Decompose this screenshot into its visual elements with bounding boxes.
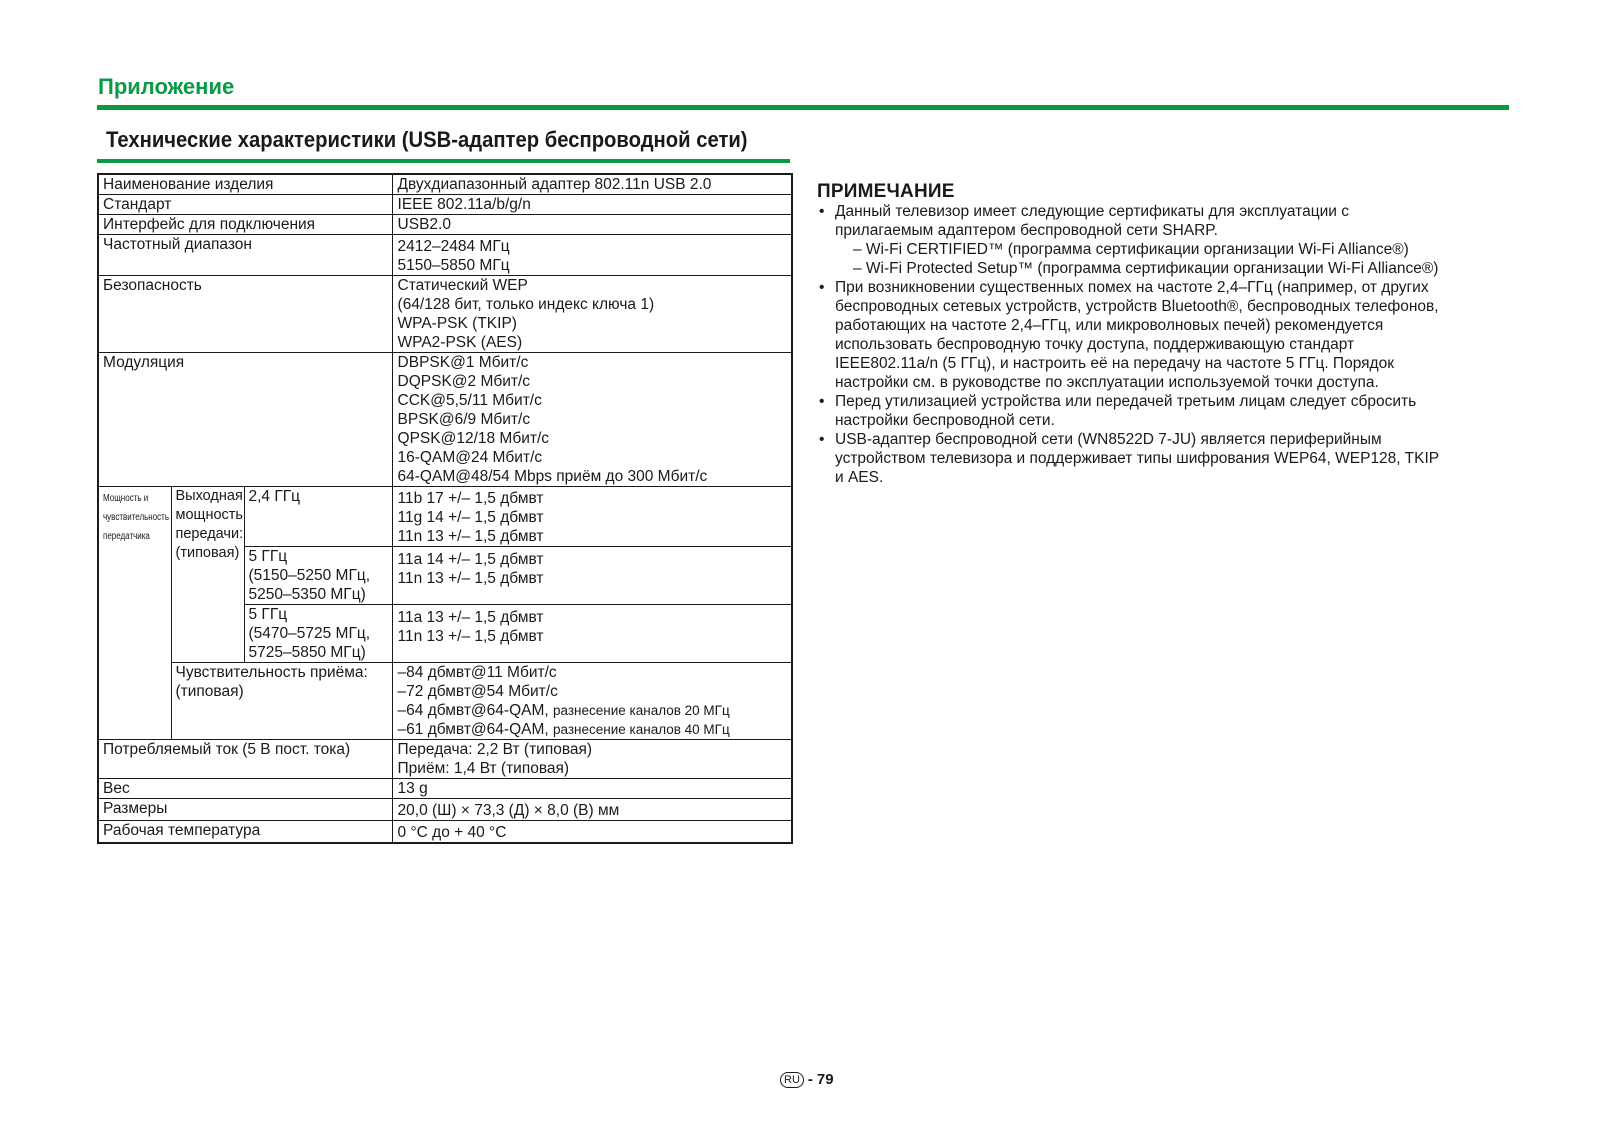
- value-line: WPA-PSK (TKIP): [397, 315, 517, 332]
- page-title: Технические характеристики (USB-адаптер беспроводной сети): [106, 127, 748, 152]
- value-line: 16-QAM@24 Мбит/с: [397, 449, 543, 466]
- value-line: (64/128 бит, только индекс ключа 1): [397, 296, 655, 313]
- value-line: 11a 13 +/– 1,5 дбмвт: [397, 609, 544, 626]
- spec-value: Двухдиапазонный адаптер 802.11n USB 2.0: [392, 174, 792, 195]
- spec-label: Стандарт: [98, 195, 392, 215]
- note-line: USB-адаптер беспроводной сети (WN8522D 7-JU) является периферийным: [835, 431, 1382, 448]
- value-line: 11n 13 +/– 1,5 дбмвт: [397, 628, 544, 645]
- value-line: Статический WEP: [397, 277, 528, 294]
- label-line: (5150–5250 МГц,: [248, 567, 371, 584]
- band-label: [244, 547, 392, 605]
- value-line: [398, 720, 787, 739]
- row-temperature: [98, 821, 792, 844]
- spec-label: Интерфейс для подключения: [98, 215, 392, 235]
- label-line: передачи:: [175, 526, 244, 542]
- heading-divider: [97, 159, 790, 163]
- value-note: разнесение каналов 40 МГц: [553, 722, 730, 737]
- page-footer: [780, 1071, 834, 1088]
- value-line: 11n 13 +/– 1,5 дбмвт: [397, 528, 544, 545]
- note-line: устройством телевизора и поддерживает типы шифрования WEP64, WEP128, TKIP: [835, 450, 1440, 467]
- note-line: прилагаемым адаптером беспроводной сети SHARP.: [835, 222, 1218, 239]
- spec-value: [392, 353, 792, 487]
- label-line: 5 ГГц: [248, 606, 288, 623]
- label-line: 5 ГГц: [248, 548, 288, 565]
- spec-value: USB2.0: [392, 215, 792, 235]
- spec-table: [97, 173, 793, 844]
- band-label: 2,4 ГГц: [244, 487, 392, 547]
- note-item: [817, 430, 1517, 487]
- value-line: 64-QAM@48/54 Mbps приём до 300 Мбит/с: [397, 468, 708, 485]
- section-title: Приложение: [98, 74, 235, 99]
- row-dimensions: [98, 799, 792, 821]
- value-main: –64 дбмвт@64-QAM,: [397, 702, 553, 719]
- spec-value: [392, 547, 792, 605]
- note-line: работающих на частоте 2,4–ГГц, или микроволновых печей) рекомендуется: [835, 317, 1384, 334]
- row-interface: [98, 215, 792, 235]
- spec-label: Наименование изделия: [98, 174, 392, 195]
- sensitivity-label: [171, 663, 392, 740]
- row-band-24: [98, 487, 792, 547]
- bullet-icon: •: [819, 431, 825, 448]
- value-line: –84 дбмвт@11 Мбит/с: [397, 664, 557, 681]
- value-line: WPA2-PSK (AES): [397, 334, 523, 351]
- label-line: передатчика: [103, 531, 150, 542]
- note-subitem: – Wi-Fi CERTIFIED™ (программа сертификации организации Wi-Fi Alliance®): [853, 241, 1409, 258]
- value-line: 11n 13 +/– 1,5 дбмвт: [397, 570, 544, 587]
- page-number: 79: [816, 1071, 834, 1088]
- row-standard: [98, 195, 792, 215]
- note-line: настройки см. в руководстве по эксплуатации используемой точки доступа.: [835, 374, 1379, 391]
- bullet-icon: •: [819, 393, 825, 410]
- value-line: 11g 14 +/– 1,5 дбмвт: [397, 509, 544, 526]
- note-subitem: – Wi-Fi Protected Setup™ (программа сертификации организации Wi-Fi Alliance®): [853, 260, 1439, 277]
- footer-separator: -: [807, 1071, 813, 1088]
- row-frequency: [98, 235, 792, 276]
- value-main: –61 дбмвт@64-QAM,: [397, 721, 553, 738]
- output-power-label: [171, 487, 244, 663]
- value-line: 11b 17 +/– 1,5 дбмвт: [397, 490, 544, 507]
- spec-value: [392, 740, 792, 779]
- language-badge: RU: [780, 1072, 804, 1088]
- value-line: 2412–2484 МГц: [397, 238, 510, 255]
- row-sensitivity: [98, 663, 792, 740]
- row-product-name: [98, 174, 792, 195]
- spec-label: Безопасность: [98, 276, 392, 353]
- label-line: мощность: [175, 507, 243, 523]
- value-line: BPSK@6/9 Мбит/с: [397, 411, 531, 428]
- note-title: ПРИМЕЧАНИЕ: [817, 181, 955, 202]
- note-line: Перед утилизацией устройства или передачей третьим лицам следует сбросить: [835, 393, 1417, 410]
- spec-label: Вес: [98, 779, 392, 799]
- value-line: CCK@5,5/11 Мбит/с: [397, 392, 542, 409]
- spec-value: 0 °C до + 40 °C: [392, 821, 792, 844]
- bullet-icon: •: [819, 203, 825, 220]
- value-line: DBPSK@1 Мбит/с: [397, 354, 529, 371]
- spec-label: Рабочая температура: [98, 821, 392, 844]
- spec-value: [392, 276, 792, 353]
- label-line: чувствительность: [103, 512, 170, 523]
- note-line: При возникновении существенных помех на частоте 2,4–ГГц (например, от других: [835, 279, 1429, 296]
- spec-value: 20,0 (Ш) × 73,3 (Д) × 8,0 (В) мм: [392, 799, 792, 821]
- spec-label: Размеры: [98, 799, 392, 821]
- band-label: [244, 605, 392, 663]
- note-line: настройки беспроводной сети.: [835, 412, 1055, 429]
- value-line: Передача: 2,2 Вт (типовая): [397, 741, 593, 758]
- section-divider: [97, 105, 1509, 110]
- label-line: 5250–5350 МГц): [248, 586, 366, 603]
- spec-value: [392, 663, 792, 740]
- row-modulation: [98, 353, 792, 487]
- note-item: [817, 278, 1517, 392]
- value-line: DQPSK@2 Мбит/с: [397, 373, 531, 390]
- note-line: Данный телевизор имеет следующие сертификаты для эксплуатации с: [835, 203, 1349, 220]
- value-line: 5150–5850 МГц: [397, 257, 510, 274]
- row-current: [98, 740, 792, 779]
- note-item: [817, 202, 1517, 278]
- bullet-icon: •: [819, 279, 825, 296]
- value-line: [398, 701, 787, 720]
- spec-label: Модуляция: [98, 353, 392, 487]
- spec-value: IEEE 802.11a/b/g/n: [392, 195, 792, 215]
- label-line: 5725–5850 МГц): [248, 644, 366, 661]
- spec-value: [392, 487, 792, 547]
- note-item: [817, 392, 1517, 430]
- row-security: [98, 276, 792, 353]
- row-weight: [98, 779, 792, 799]
- value-line: Приём: 1,4 Вт (типовая): [397, 760, 570, 777]
- label-line: (5470–5725 МГц,: [248, 625, 371, 642]
- value-line: QPSK@12/18 Мбит/с: [397, 430, 550, 447]
- spec-label: Частотный диапазон: [98, 235, 392, 276]
- label-line: (типовая): [175, 545, 240, 561]
- value-line: 11a 14 +/– 1,5 дбмвт: [397, 551, 544, 568]
- power-sensitivity-label: [98, 487, 171, 740]
- note-line: беспроводных сетевых устройств, устройств Bluetooth®, беспроводных телефонов,: [835, 298, 1439, 315]
- label-line: Мощность и: [103, 493, 149, 504]
- spec-value: [392, 605, 792, 663]
- note-line: IEEE802.11a/n (5 ГГц), и настроить её на передачу на частоте 5 ГГц. Порядок: [835, 355, 1394, 372]
- note-section: [817, 182, 1517, 487]
- spec-label: Потребляемый ток (5 В пост. тока): [98, 740, 392, 779]
- note-line: и AES.: [835, 469, 884, 486]
- label-line: Выходная: [175, 488, 243, 504]
- spec-value: [392, 235, 792, 276]
- value-line: –72 дбмвт@54 Мбит/с: [397, 683, 558, 700]
- label-line: (типовая): [175, 683, 244, 700]
- value-note: разнесение каналов 20 МГц: [553, 703, 730, 718]
- label-line: Чувствительность приёма:: [175, 664, 368, 681]
- note-line: использовать беспроводную точку доступа, поддерживающую стандарт: [835, 336, 1355, 353]
- spec-value: 13 g: [392, 779, 792, 799]
